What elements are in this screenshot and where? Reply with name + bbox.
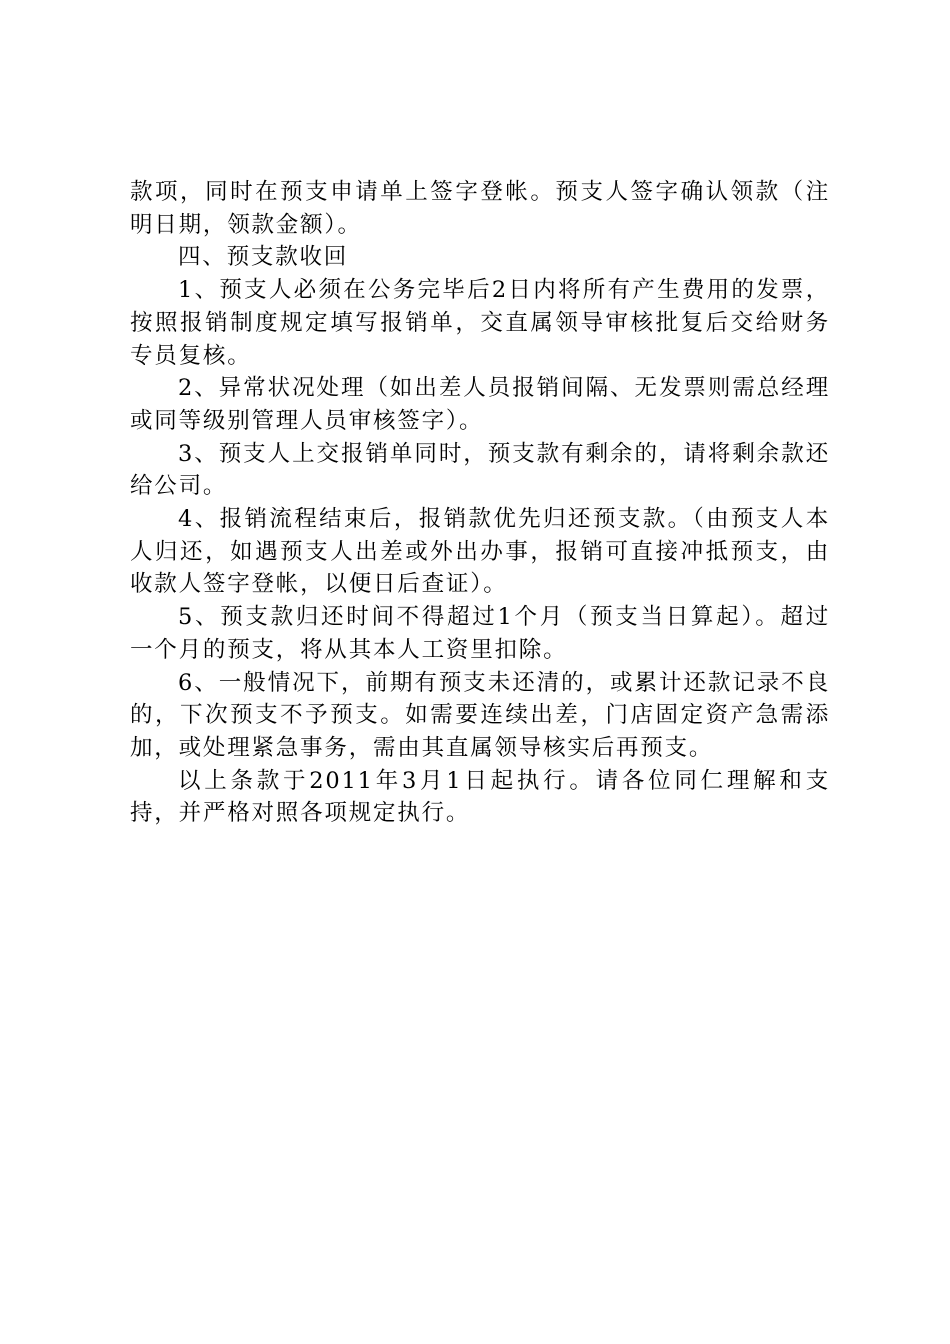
paragraph-item-6: 6、一般情况下，前期有预支未还清的，或累计还款记录不良的，下次预支不予预支。如需要连续出差，门店固定资产急需添加，或处理紧急事务，需由其直属领导核实后再预支。 (130, 669, 830, 761)
paragraph-continuation: 款项，同时在预支申请单上签字登帐。预支人签字确认领款（注明日期，领款金额）。 (130, 179, 830, 238)
document-body (130, 176, 830, 830)
paragraph-item-2: 2、异常状况处理（如出差人员报销间隔、无发票则需总经理或同等级别管理人员审核签字）。 (130, 375, 830, 434)
paragraph-item-3: 3、预支人上交报销单同时，预支款有剩余的，请将剩余款还给公司。 (130, 440, 830, 500)
paragraph-item-5: 5、预支款归还时间不得超过1个月（预支当日算起）。超过一个月的预支，将从其本人工资里扣除。 (130, 604, 830, 663)
paragraph-item-1: 1、预支人必须在公务完毕后2日内将所有产生费用的发票，按照报销制度规定填写报销单，交直属领导审核批复后交给财务专员复核。 (130, 277, 830, 369)
section-heading: 四、预支款收回 (178, 244, 349, 271)
paragraph-closing: 以上条款于2011年3月1日起执行。请各位同仁理解和支持，并严格对照各项规定执行。 (130, 767, 830, 827)
paragraph-item-4: 4、报销流程结束后，报销款优先归还预支款。（由预支人本人归还，如遇预支人出差或外出办事，报销可直接冲抵预支，由收款人签字登帐，以便日后查证）。 (130, 506, 830, 598)
